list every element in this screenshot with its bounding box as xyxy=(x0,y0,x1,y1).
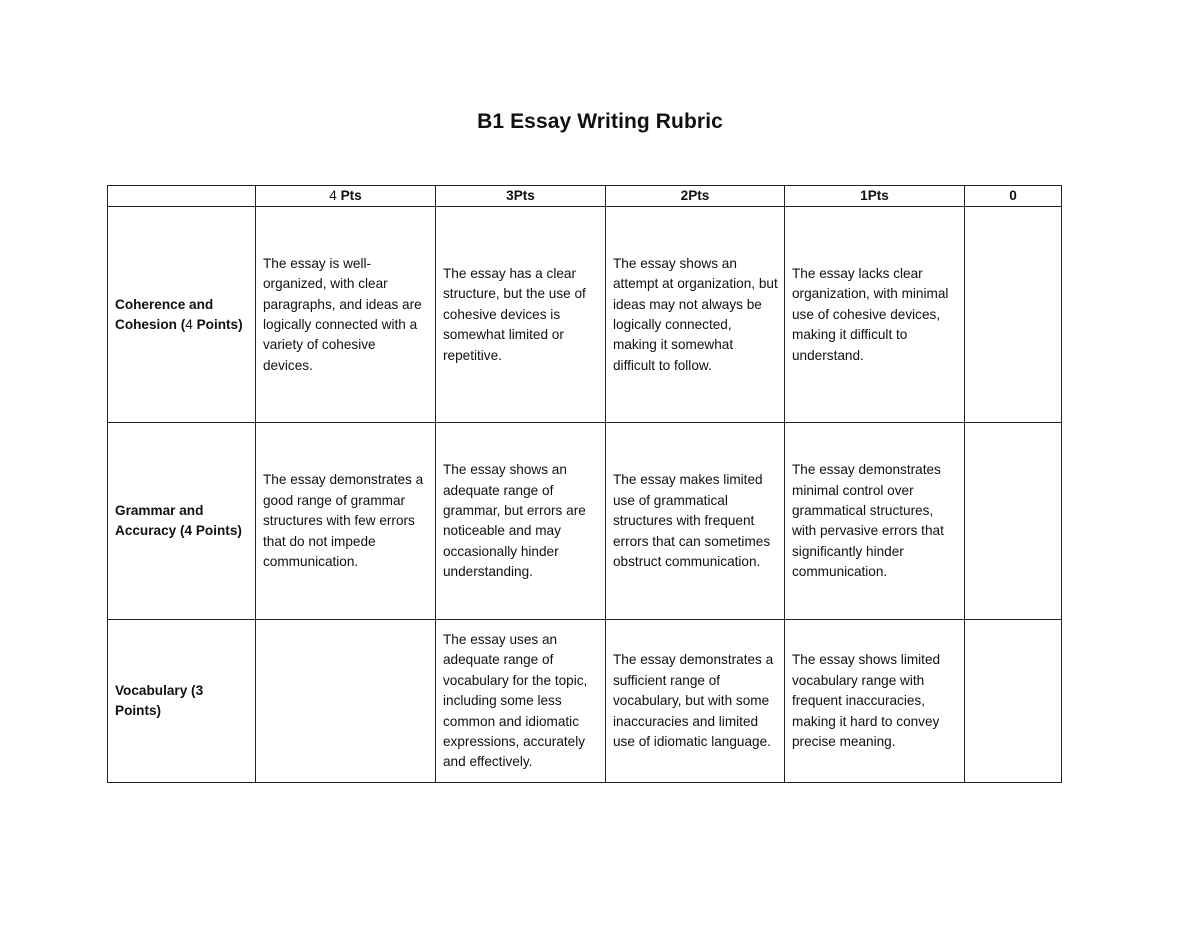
rubric-row-grammar xyxy=(108,423,1062,620)
cell-vocabulary-2pts: The essay demonstrates a sufficient range of vocabulary, but with some inaccuracies and limited use of idiomatic language. xyxy=(606,620,785,783)
rubric-row-vocabulary xyxy=(108,620,1062,783)
cell-grammar-3pts: The essay shows an adequate range of grammar, but errors are noticeable and may occasionally hinder understanding. xyxy=(436,423,606,620)
header-1pts: 1Pts xyxy=(785,186,965,207)
cell-coherence-3pts: The essay has a clear structure, but the use of cohesive devices is somewhat limited or repetitive. xyxy=(436,207,606,423)
rubric-row-coherence xyxy=(108,207,1062,423)
cell-coherence-4pts: The essay is well-organized, with clear paragraphs, and ideas are logically connected with a variety of cohesive devices. xyxy=(256,207,436,423)
cell-vocabulary-3pts: The essay uses an adequate range of vocabulary for the topic, including some less common and idiomatic expressions, accurately and effectively. xyxy=(436,620,606,783)
cell-grammar-2pts: The essay makes limited use of grammatical structures with frequent errors that can sometimes obstruct communication. xyxy=(606,423,785,620)
criterion-coherence xyxy=(108,207,256,423)
criterion-coherence-weight: 4 xyxy=(185,316,193,332)
corner-cell xyxy=(108,186,256,207)
cell-grammar-0pts xyxy=(965,423,1062,620)
header-4pts xyxy=(256,186,436,207)
cell-coherence-0pts xyxy=(965,207,1062,423)
header-4pts-label: Pts xyxy=(336,188,362,203)
cell-vocabulary-0pts xyxy=(965,620,1062,783)
criterion-grammar-name: Grammar and Accuracy (4 Points) xyxy=(115,503,242,539)
rubric-table xyxy=(107,185,1062,783)
criterion-grammar xyxy=(108,423,256,620)
header-row xyxy=(108,186,1062,207)
cell-coherence-1pts: The essay lacks clear organization, with minimal use of cohesive devices, making it difficult to understand. xyxy=(785,207,965,423)
criterion-vocabulary xyxy=(108,620,256,783)
header-0pts: 0 xyxy=(965,186,1062,207)
cell-vocabulary-4pts xyxy=(256,620,436,783)
criterion-vocabulary-name: Vocabulary (3 Points) xyxy=(115,683,204,719)
cell-grammar-1pts: The essay demonstrates minimal control over grammatical structures, with pervasive errors that significantly hinder communication. xyxy=(785,423,965,620)
header-4pts-number: 4 xyxy=(329,188,337,203)
cell-coherence-2pts: The essay shows an attempt at organization, but ideas may not always be logically connected, making it somewhat difficult to follow. xyxy=(606,207,785,423)
header-2pts: 2Pts xyxy=(606,186,785,207)
header-3pts: 3Pts xyxy=(436,186,606,207)
criterion-coherence-tail: Points) xyxy=(192,316,243,332)
page-title: B1 Essay Writing Rubric xyxy=(477,110,723,133)
criterion-coherence-name: Coherence and Cohesion ( xyxy=(115,296,214,332)
cell-grammar-4pts: The essay demonstrates a good range of grammar structures with few errors that do not impede communication. xyxy=(256,423,436,620)
cell-vocabulary-1pts: The essay shows limited vocabulary range with frequent inaccuracies, making it hard to convey precise meaning. xyxy=(785,620,965,783)
